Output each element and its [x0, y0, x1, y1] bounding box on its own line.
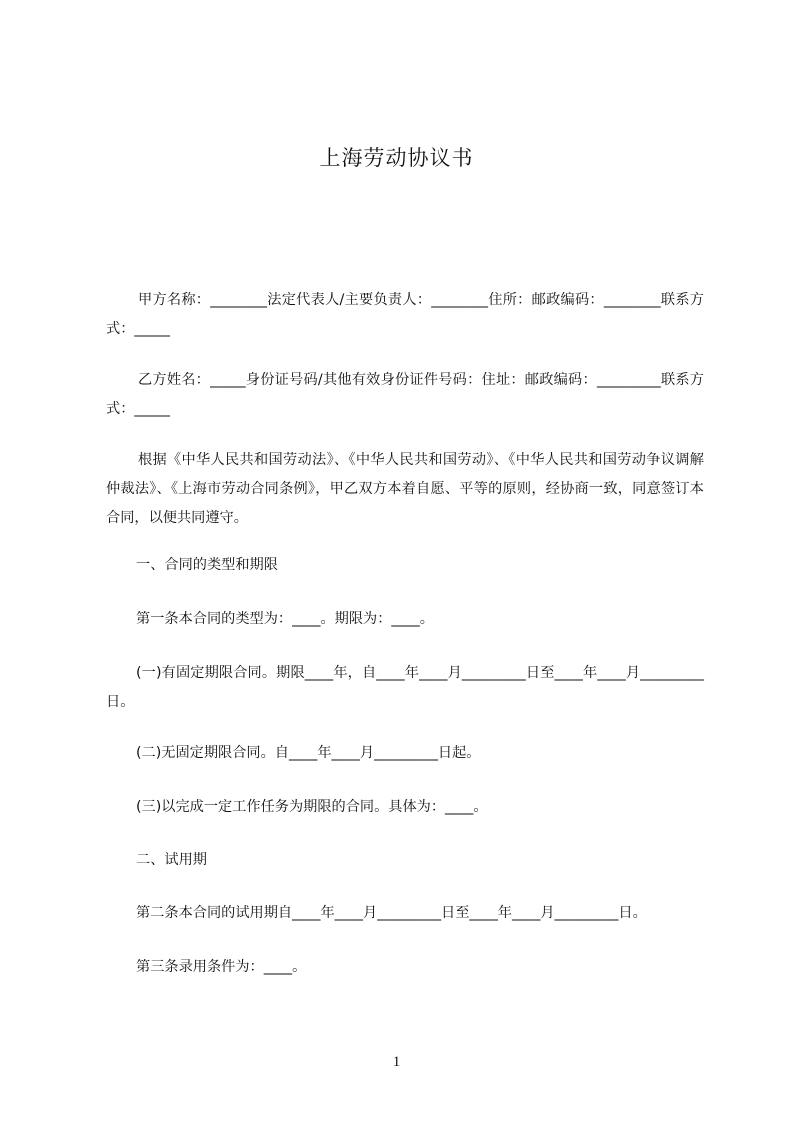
- party-b-info: 乙方姓名：_____身份证号码/其他有效身份证件号码：住址：邮政编码：_________联系方式：_____: [106, 372, 704, 417]
- article-3: 第三条录用条件为：____。: [136, 959, 307, 975]
- section-1-heading: 一、合同的类型和期限: [136, 557, 278, 573]
- article-2: 第二条本合同的试用期自____年____月_________日至____年____月_________日。: [136, 905, 647, 921]
- fixed-term-contract: (一)有固定期限合同。期限____年，自____年____月_________日至____年____月_________日。: [106, 665, 704, 710]
- contract-preamble: 根据《中华人民共和国劳动法》、《中华人民共和国劳动》、《中华人民共和国劳动争议调解仲裁法》、《上海市劳动合同条例》，甲乙双方本着自愿、平等的原则，经协商一致，同意签订本合同，以便共同遵守。: [106, 452, 704, 526]
- task-term-contract: (三)以完成一定工作任务为期限的合同。具体为：____。: [136, 799, 488, 815]
- section-2-heading: 二、试用期: [136, 852, 207, 868]
- open-term-contract: (二)无固定期限合同。自____年____月_________日起。: [136, 745, 481, 761]
- document-title: 上海劳动协议书: [319, 146, 474, 170]
- article-1: 第一条本合同的类型为：____。期限为：____。: [136, 611, 434, 627]
- page-number: 1: [392, 1054, 401, 1070]
- party-a-info: 甲方名称：________法定代表人/主要负责人：________住所：邮政编码：________联系方式：_____: [106, 292, 704, 337]
